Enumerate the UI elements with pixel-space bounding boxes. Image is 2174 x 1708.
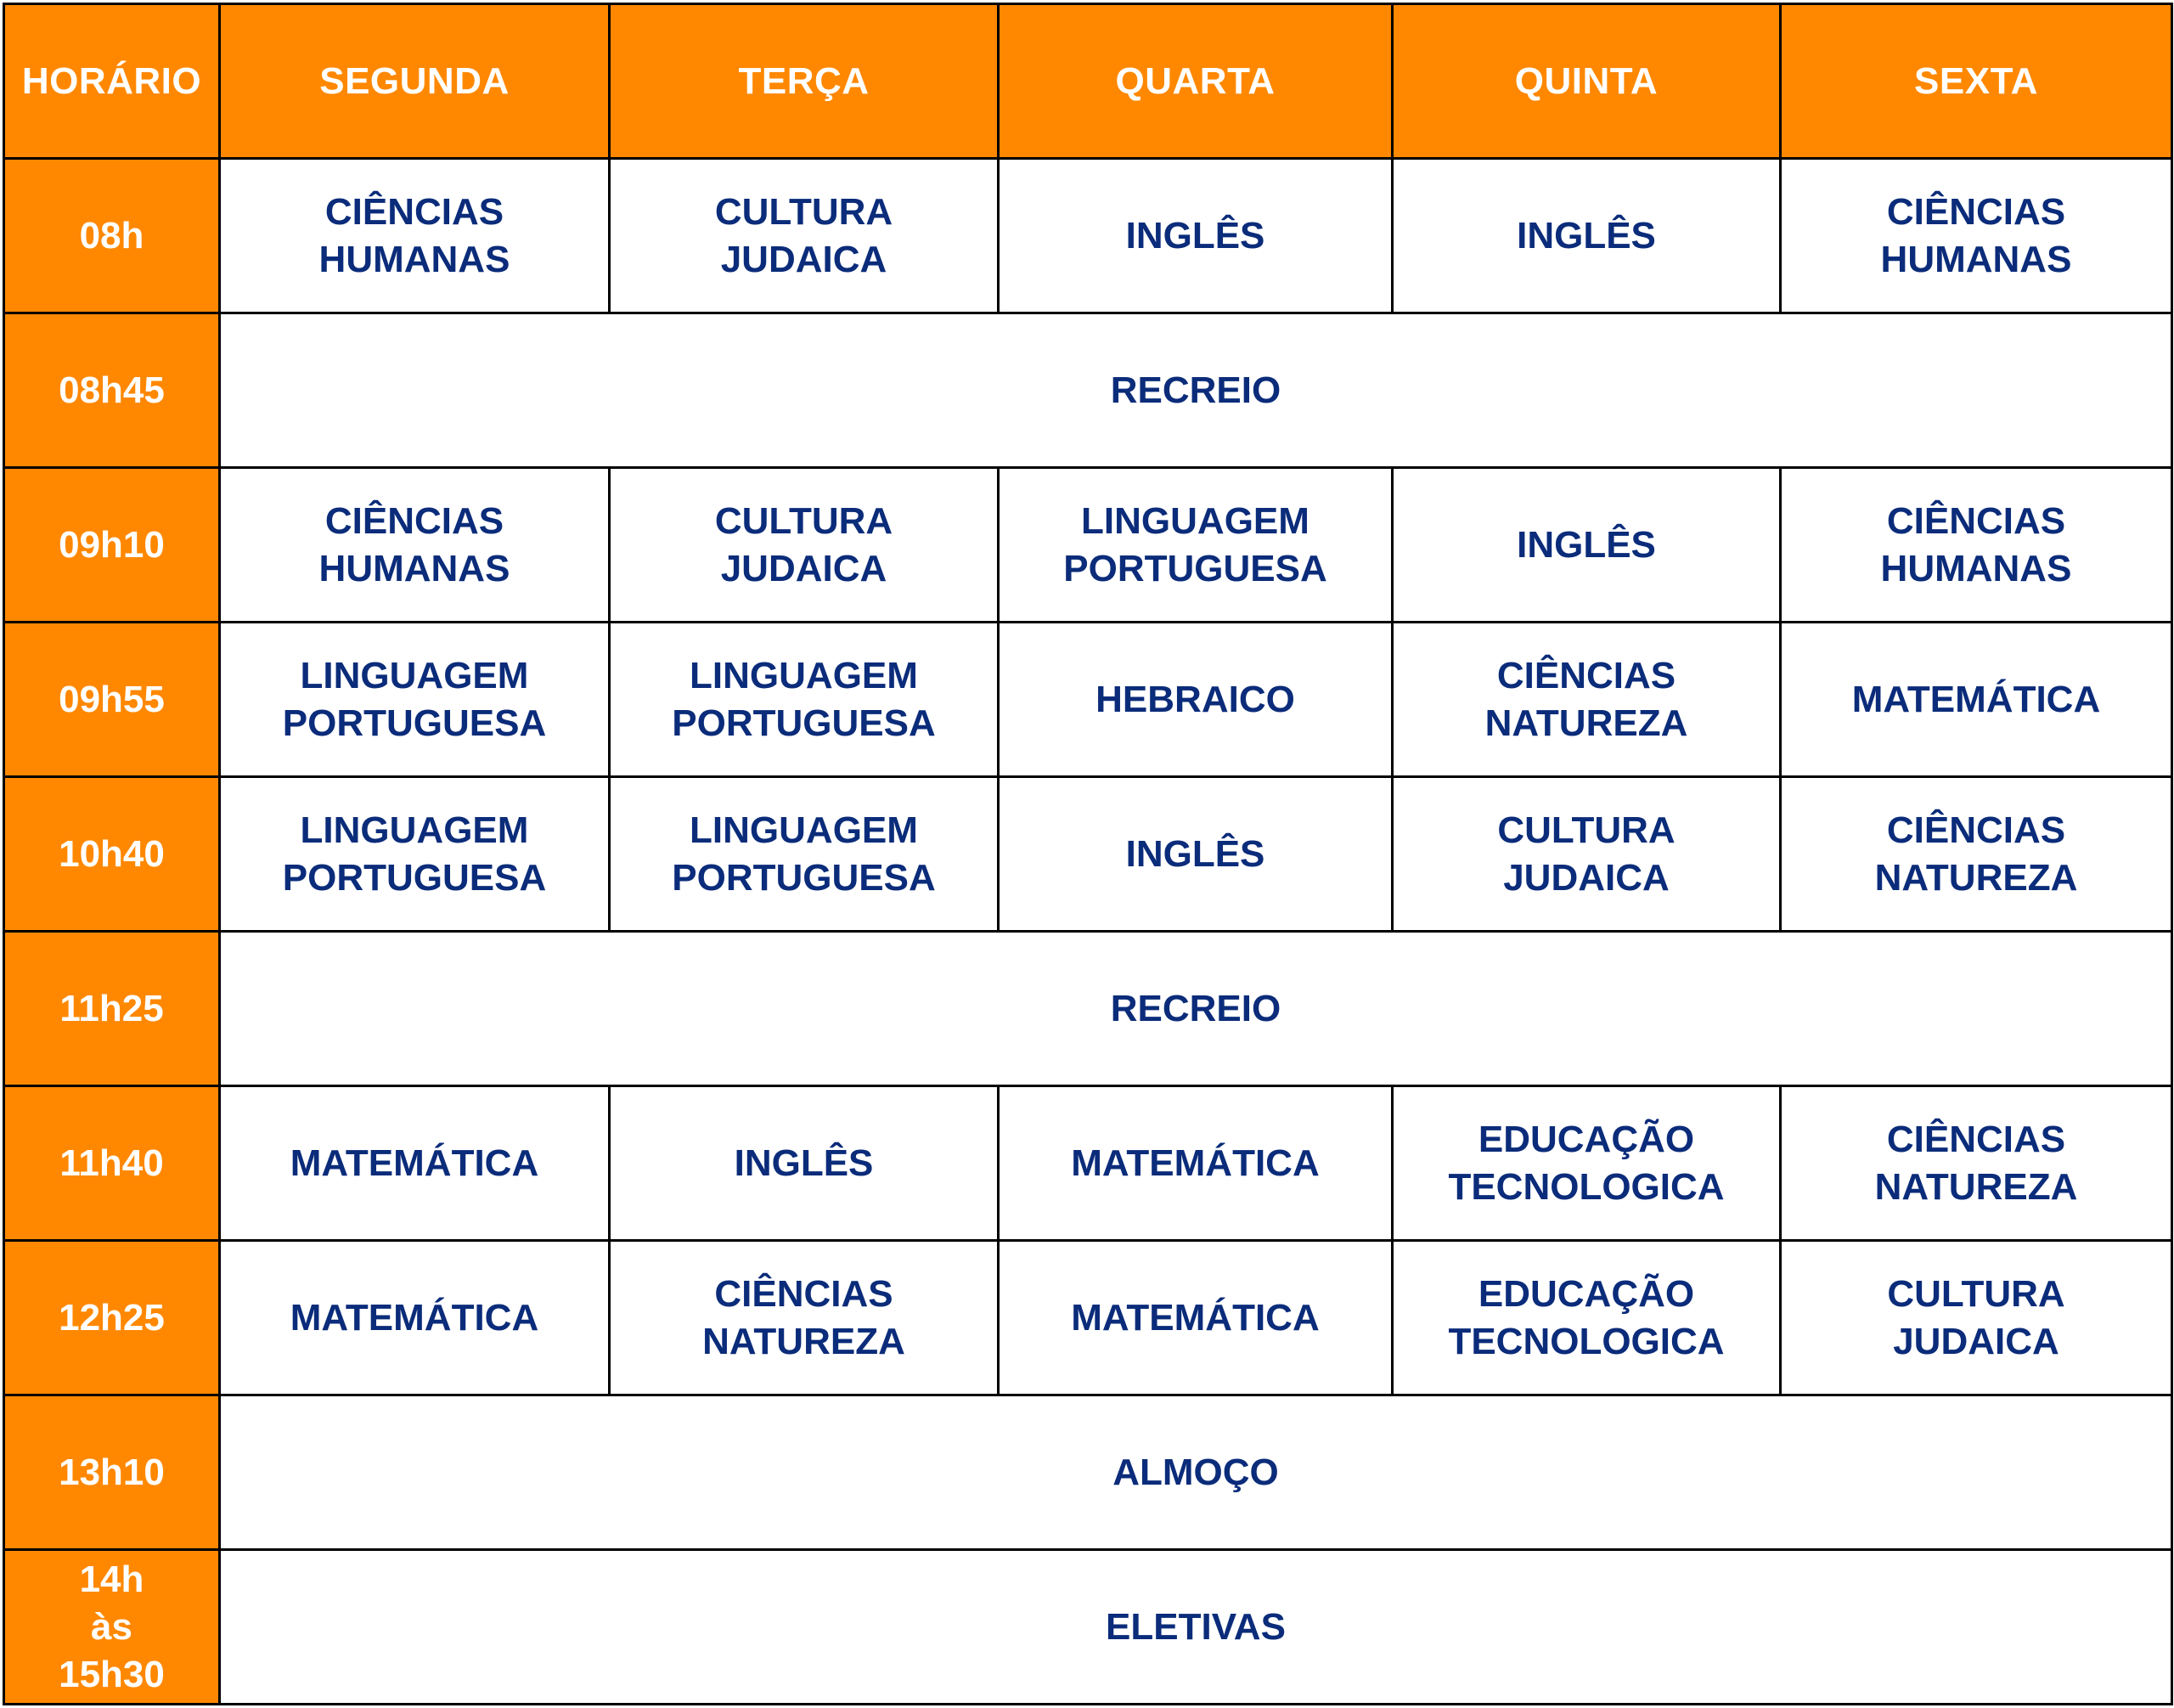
time-label: 13h10: [59, 1451, 165, 1493]
header-time: HORÁRIO: [4, 4, 220, 159]
subject-cell: [1393, 1241, 1781, 1395]
time-label: 14h: [79, 1558, 144, 1600]
time-cell: [4, 623, 220, 777]
subject-cell: [1781, 159, 2172, 313]
subject-cell: [220, 159, 610, 313]
schedule-row: [4, 159, 2172, 313]
subject-label: LINGUAGEM: [690, 809, 918, 851]
subject-label: MATEMÁTICA: [1851, 678, 2101, 720]
time-cell: [4, 932, 220, 1086]
subject-label: PORTUGUESA: [1063, 547, 1327, 589]
subject-cell: [999, 1086, 1393, 1241]
subject-label: MATEMÁTICA: [290, 1141, 539, 1184]
subject-label: PORTUGUESA: [282, 856, 547, 899]
subject-label: CIÊNCIAS: [324, 499, 504, 542]
schedule-row: [4, 1086, 2172, 1241]
subject-cell: [220, 468, 610, 623]
time-cell: [4, 1086, 220, 1241]
subject-cell: [999, 159, 1393, 313]
schedule-body: [4, 159, 2172, 1705]
schedule-row: [4, 468, 2172, 623]
header-day-terca: TERÇA: [610, 4, 999, 159]
subject-label: CULTURA: [1887, 1272, 2065, 1315]
time-cell: [4, 159, 220, 313]
subject-cell: [1393, 777, 1781, 932]
schedule-row: [4, 1550, 2172, 1705]
subject-cell: [1393, 159, 1781, 313]
time-label: 12h25: [59, 1296, 165, 1339]
subject-label: INGLÊS: [1125, 832, 1265, 875]
subject-label: MATEMÁTICA: [1071, 1296, 1320, 1339]
subject-cell: [1781, 777, 2172, 932]
subject-label: CIÊNCIAS: [1886, 190, 2066, 233]
break-cell: [220, 313, 2172, 468]
subject-label: CIÊNCIAS: [1886, 499, 2066, 542]
subject-label: PORTUGUESA: [282, 702, 547, 744]
subject-cell: [1781, 623, 2172, 777]
subject-cell: [1393, 468, 1781, 623]
time-label: 15h30: [59, 1653, 165, 1695]
time-label: 10h40: [59, 832, 165, 875]
subject-label: TECNOLOGICA: [1448, 1165, 1725, 1208]
subject-cell: [999, 1241, 1393, 1395]
subject-label: CULTURA: [1497, 809, 1676, 851]
schedule-row: [4, 313, 2172, 468]
subject-label: CIÊNCIAS: [324, 190, 504, 233]
schedule-row: [4, 623, 2172, 777]
subject-cell: [220, 1086, 610, 1241]
time-label: às: [91, 1605, 132, 1648]
subject-label: CIÊNCIAS: [1886, 809, 2066, 851]
subject-label: JUDAICA: [1503, 856, 1670, 899]
subject-label: TECNOLOGICA: [1448, 1320, 1725, 1362]
subject-label: INGLÊS: [1125, 214, 1265, 256]
subject-cell: [610, 159, 999, 313]
break-cell: [220, 1550, 2172, 1705]
subject-label: JUDAICA: [1893, 1320, 2059, 1362]
header-day-quinta: QUINTA: [1393, 4, 1781, 159]
subject-label: NATUREZA: [1874, 856, 2078, 899]
subject-cell: [1393, 623, 1781, 777]
subject-cell: [610, 777, 999, 932]
subject-label: CIÊNCIAS: [1886, 1118, 2066, 1160]
subject-label: PORTUGUESA: [672, 856, 936, 899]
time-cell: [4, 1550, 220, 1705]
break-label: ALMOÇO: [1112, 1451, 1279, 1493]
break-label: ELETIVAS: [1106, 1605, 1286, 1648]
class-schedule-table: [3, 3, 2173, 1705]
subject-label: JUDAICA: [720, 547, 887, 589]
subject-label: MATEMÁTICA: [290, 1296, 539, 1339]
subject-label: INGLÊS: [734, 1141, 874, 1184]
subject-label: CIÊNCIAS: [1496, 654, 1676, 696]
subject-label: NATUREZA: [1484, 702, 1688, 744]
subject-label: CULTURA: [714, 499, 893, 542]
time-cell: [4, 1395, 220, 1550]
time-label: 09h55: [59, 678, 165, 720]
schedule-row: [4, 777, 2172, 932]
subject-cell: [999, 777, 1393, 932]
time-label: 09h10: [59, 523, 165, 566]
time-label: 08h45: [59, 369, 165, 411]
subject-cell: [1393, 1086, 1781, 1241]
break-cell: [220, 932, 2172, 1086]
subject-label: JUDAICA: [720, 238, 887, 280]
subject-label: NATUREZA: [1874, 1165, 2078, 1208]
subject-label: LINGUAGEM: [690, 654, 918, 696]
break-label: RECREIO: [1110, 369, 1281, 411]
subject-label: HUMANAS: [1880, 238, 2072, 280]
subject-label: LINGUAGEM: [1081, 499, 1309, 542]
subject-label: HEBRAICO: [1095, 678, 1295, 720]
subject-label: LINGUAGEM: [300, 654, 529, 696]
break-cell: [220, 1395, 2172, 1550]
header-day-sexta: SEXTA: [1781, 4, 2172, 159]
subject-label: LINGUAGEM: [300, 809, 529, 851]
subject-cell: [1781, 468, 2172, 623]
subject-label: EDUCAÇÃO: [1478, 1272, 1695, 1315]
subject-cell: [610, 1086, 999, 1241]
header-day-quarta: QUARTA: [999, 4, 1393, 159]
subject-label: INGLÊS: [1517, 214, 1656, 256]
subject-cell: [999, 468, 1393, 623]
header-row: [4, 4, 2172, 159]
time-cell: [4, 1241, 220, 1395]
time-cell: [4, 313, 220, 468]
subject-cell: [610, 468, 999, 623]
subject-label: EDUCAÇÃO: [1478, 1118, 1695, 1160]
subject-cell: [999, 623, 1393, 777]
subject-label: CIÊNCIAS: [714, 1272, 893, 1315]
time-label: 11h25: [59, 987, 164, 1029]
subject-cell: [610, 623, 999, 777]
subject-label: HUMANAS: [1880, 547, 2072, 589]
break-label: RECREIO: [1110, 987, 1281, 1029]
subject-label: NATUREZA: [702, 1320, 905, 1362]
time-cell: [4, 468, 220, 623]
schedule-row: [4, 1241, 2172, 1395]
subject-cell: [220, 1241, 610, 1395]
time-label: 08h: [79, 214, 144, 256]
subject-cell: [220, 623, 610, 777]
time-label: 11h40: [59, 1141, 164, 1184]
header-day-segunda: SEGUNDA: [220, 4, 610, 159]
subject-label: PORTUGUESA: [672, 702, 936, 744]
subject-cell: [610, 1241, 999, 1395]
subject-label: MATEMÁTICA: [1071, 1141, 1320, 1184]
subject-cell: [220, 777, 610, 932]
subject-cell: [1781, 1241, 2172, 1395]
schedule-row: [4, 932, 2172, 1086]
subject-label: INGLÊS: [1517, 523, 1656, 566]
subject-label: CULTURA: [714, 190, 893, 233]
time-cell: [4, 777, 220, 932]
subject-cell: [1781, 1086, 2172, 1241]
schedule-row: [4, 1395, 2172, 1550]
subject-label: HUMANAS: [318, 547, 510, 589]
subject-label: HUMANAS: [318, 238, 510, 280]
